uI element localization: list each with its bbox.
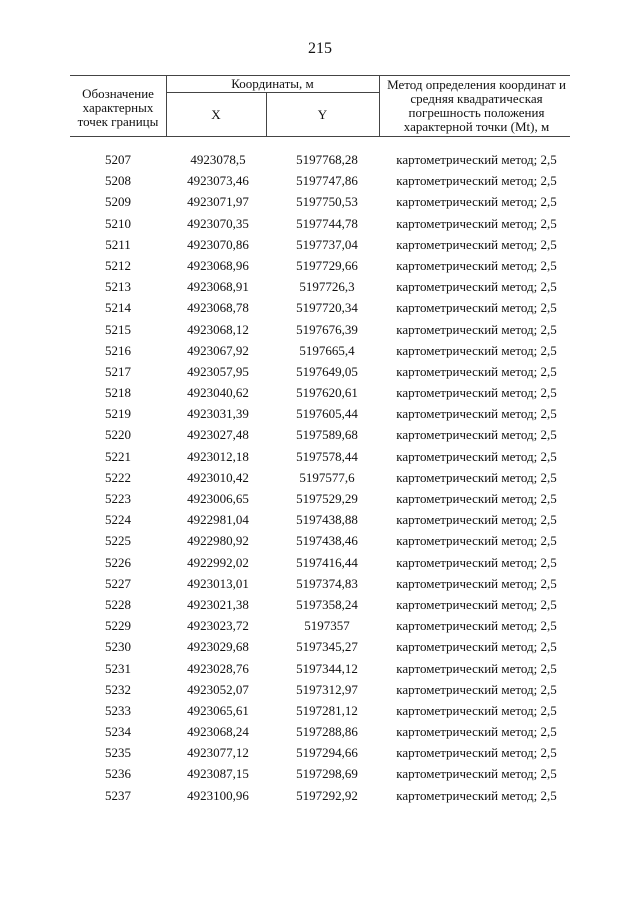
coord-y: 5197529,29	[296, 491, 358, 506]
coord-x: 4923012,18	[187, 448, 249, 464]
coord-y: 5197374,83	[296, 575, 358, 591]
coord-x: 4922981,04	[187, 512, 249, 528]
coord-x: 4923010,42	[187, 469, 249, 485]
point-id: 5216	[105, 342, 131, 358]
header-divider	[379, 76, 380, 136]
header-divider	[166, 92, 379, 93]
point-id: 5213	[105, 279, 131, 295]
table-row	[70, 170, 570, 191]
point-id: 5218	[105, 385, 131, 401]
coord-y: 5197720,34	[296, 300, 358, 316]
table-row	[70, 382, 570, 403]
coord-x: 4923077,12	[187, 745, 249, 761]
method-cell: картометрический метод; 2,5	[396, 300, 557, 316]
coord-y: 5197744,78	[296, 215, 358, 231]
method-cell: картометрический метод; 2,5	[396, 639, 557, 655]
coord-y: 5197294,66	[296, 745, 358, 761]
point-id: 5223	[105, 491, 131, 506]
coord-y: 5197589,68	[296, 427, 358, 443]
coord-x: 4923068,91	[187, 279, 249, 295]
table-row	[70, 700, 570, 721]
coord-x: 4923006,65	[187, 491, 249, 506]
point-id: 5215	[105, 321, 131, 337]
point-id: 5228	[105, 596, 131, 612]
header-coordinates: Координаты, м	[231, 76, 314, 91]
point-id: 5226	[105, 554, 131, 570]
coord-y: 5197737,04	[296, 236, 358, 252]
coord-y: 5197281,12	[296, 702, 358, 718]
table-row	[70, 424, 570, 445]
method-cell: картометрический метод; 2,5	[396, 342, 557, 358]
method-cell: картометрический метод; 2,5	[396, 215, 557, 231]
coord-x: 4923023,72	[187, 618, 249, 634]
table-row	[70, 361, 570, 382]
point-id: 5221	[105, 448, 131, 464]
point-id: 5211	[105, 236, 131, 252]
point-id: 5230	[105, 639, 131, 655]
coord-x: 4923013,01	[187, 575, 249, 591]
point-id: 5225	[105, 533, 131, 549]
coord-y: 5197747,86	[296, 173, 358, 189]
table-row	[70, 658, 570, 679]
method-cell: картометрический метод; 2,5	[396, 152, 557, 167]
table-body	[70, 149, 570, 806]
table-row	[70, 573, 570, 594]
coord-x: 4923100,96	[187, 787, 249, 803]
table-row	[70, 297, 570, 318]
table-row	[70, 213, 570, 234]
point-id: 5219	[105, 406, 131, 422]
point-id: 5237	[105, 787, 131, 803]
table-row	[70, 340, 570, 361]
table-row	[70, 319, 570, 340]
coord-y: 5197298,69	[296, 766, 358, 782]
coord-x: 4923031,39	[187, 406, 249, 422]
coord-x: 4923040,62	[187, 385, 249, 401]
method-cell: картометрический метод; 2,5	[396, 363, 557, 379]
coord-x: 4923070,86	[187, 236, 249, 252]
coord-y: 5197665,4	[299, 342, 355, 358]
table-header	[70, 75, 570, 137]
point-id: 5217	[105, 363, 131, 379]
coord-y: 5197768,28	[296, 152, 358, 167]
coord-y: 5197416,44	[296, 554, 358, 570]
coord-y: 5197344,12	[296, 660, 358, 676]
header-x: X	[211, 107, 221, 122]
method-cell: картометрический метод; 2,5	[396, 257, 557, 273]
method-cell: картометрический метод; 2,5	[396, 533, 557, 549]
method-cell: картометрический метод; 2,5	[396, 554, 557, 570]
method-cell: картометрический метод; 2,5	[396, 469, 557, 485]
method-cell: картометрический метод; 2,5	[396, 702, 557, 718]
point-id: 5232	[105, 681, 131, 697]
point-id: 5207	[105, 152, 131, 167]
point-id: 5220	[105, 427, 131, 443]
table-row	[70, 509, 570, 530]
method-cell: картометрический метод; 2,5	[396, 575, 557, 591]
coord-y: 5197750,53	[296, 194, 358, 210]
coord-y: 5197729,66	[296, 257, 358, 273]
coord-y: 5197620,61	[296, 385, 358, 401]
table-row	[70, 615, 570, 636]
coord-y: 5197438,46	[296, 533, 358, 549]
point-id: 5235	[105, 745, 131, 761]
point-id: 5212	[105, 257, 131, 273]
coord-x: 4923065,61	[187, 702, 249, 718]
coord-x: 4923070,35	[187, 215, 249, 231]
point-id: 5209	[105, 194, 131, 210]
coord-x: 4923067,92	[187, 342, 249, 358]
coord-x: 4923073,46	[187, 173, 249, 189]
coord-x: 4923068,12	[187, 321, 249, 337]
coord-x: 4923028,76	[187, 660, 249, 676]
method-cell: картометрический метод; 2,5	[396, 660, 557, 676]
coord-y: 5197288,86	[296, 724, 358, 740]
table-row	[70, 785, 570, 806]
coord-x: 4922980,92	[187, 533, 249, 549]
header-method-column: Метод определения координат и средняя квадратическая погрешность положения характерной точки (Mt), м	[387, 77, 566, 134]
coord-y: 5197358,24	[296, 596, 358, 612]
coord-y: 5197345,27	[296, 639, 358, 655]
method-cell: картометрический метод; 2,5	[396, 745, 557, 761]
point-id: 5210	[105, 215, 131, 231]
point-id: 5227	[105, 575, 131, 591]
header-point-column: Обозначение характерных точек границы	[77, 86, 159, 129]
coord-x: 4923087,15	[187, 766, 249, 782]
method-cell: картометрический метод; 2,5	[396, 406, 557, 422]
point-id: 5234	[105, 724, 131, 740]
method-cell: картометрический метод; 2,5	[396, 385, 557, 401]
coord-x: 4923068,96	[187, 257, 249, 273]
coord-y: 5197577,6	[299, 469, 355, 485]
coord-y: 5197357	[304, 618, 350, 634]
method-cell: картометрический метод; 2,5	[396, 236, 557, 252]
point-id: 5236	[105, 766, 131, 782]
header-y: Y	[317, 107, 328, 122]
table-row	[70, 446, 570, 467]
coord-x: 4923068,78	[187, 300, 249, 316]
table-row	[70, 191, 570, 212]
point-id: 5233	[105, 702, 131, 718]
coord-y: 5197649,05	[296, 363, 358, 379]
method-cell: картометрический метод; 2,5	[396, 724, 557, 740]
table-row	[70, 552, 570, 573]
coord-x: 4923068,24	[187, 724, 249, 740]
table-row	[70, 679, 570, 700]
coord-x: 4923071,97	[187, 194, 249, 210]
table-row	[70, 488, 570, 509]
coord-x: 4923029,68	[187, 639, 249, 655]
coord-y: 5197578,44	[296, 448, 358, 464]
method-cell: картометрический метод; 2,5	[396, 194, 557, 210]
coord-x: 4922992,02	[187, 554, 249, 570]
method-cell: картометрический метод; 2,5	[396, 173, 557, 189]
table-row	[70, 763, 570, 784]
coord-y: 5197292,92	[296, 787, 358, 803]
table-row	[70, 255, 570, 276]
method-cell: картометрический метод; 2,5	[396, 766, 557, 782]
method-cell: картометрический метод; 2,5	[396, 279, 557, 295]
point-id: 5222	[105, 469, 131, 485]
coord-x: 4923078,5	[190, 152, 246, 167]
method-cell: картометрический метод; 2,5	[396, 321, 557, 337]
table-row	[70, 721, 570, 742]
method-cell: картометрический метод; 2,5	[396, 681, 557, 697]
coord-x: 4923027,48	[187, 427, 249, 443]
table-row	[70, 530, 570, 551]
method-cell: картометрический метод; 2,5	[396, 618, 557, 634]
table-row	[70, 467, 570, 488]
table-row	[70, 234, 570, 255]
method-cell: картометрический метод; 2,5	[396, 491, 557, 506]
coord-x: 4923021,38	[187, 596, 249, 612]
method-cell: картометрический метод; 2,5	[396, 596, 557, 612]
point-id: 5229	[105, 618, 131, 634]
method-cell: картометрический метод; 2,5	[396, 512, 557, 528]
table-row	[70, 276, 570, 297]
coord-y: 5197726,3	[299, 279, 355, 295]
coord-y: 5197312,97	[296, 681, 358, 697]
table-row	[70, 149, 570, 170]
page-number: 215	[308, 40, 332, 57]
table-row	[70, 742, 570, 763]
table-row	[70, 636, 570, 657]
point-id: 5231	[105, 660, 131, 676]
point-id: 5224	[105, 512, 131, 528]
point-id: 5214	[105, 300, 131, 316]
table-row	[70, 403, 570, 424]
point-id: 5208	[105, 173, 131, 189]
method-cell: картометрический метод; 2,5	[396, 448, 557, 464]
table-row	[70, 594, 570, 615]
coord-y: 5197605,44	[296, 406, 358, 422]
coord-x: 4923057,95	[187, 363, 249, 379]
coord-x: 4923052,07	[187, 681, 249, 697]
method-cell: картометрический метод; 2,5	[396, 787, 557, 803]
method-cell: картометрический метод; 2,5	[396, 427, 557, 443]
coord-y: 5197676,39	[296, 321, 358, 337]
coord-y: 5197438,88	[296, 512, 358, 528]
